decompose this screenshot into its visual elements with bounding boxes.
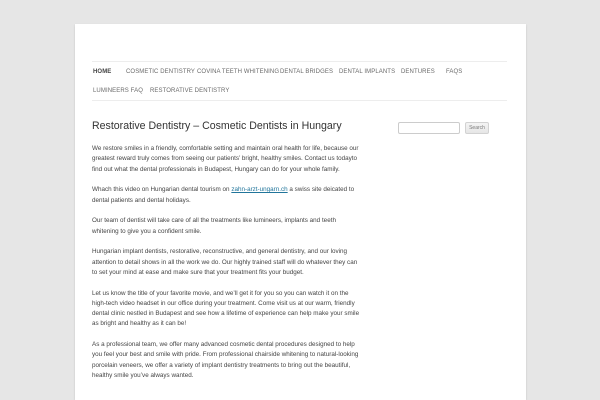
- paragraph-movie: Let us know the title of your favorite movie, and we’ll get it for you so you can watch it on the high-tech video headset in our office during your treatment. Come visit us at our warm, friendly dental clinic nestled in Budapest and see how a lifetime of experience can help make your smile as bright and healthy as it can be!: [92, 289, 360, 328]
- paragraph-video: [92, 185, 362, 206]
- nav-item-dental-implants[interactable]: DENTAL IMPLANTS: [339, 69, 396, 75]
- nav-item-lumineers-faq[interactable]: LUMINEERS FAQ: [93, 88, 143, 94]
- nav-item-restorative-dentistry[interactable]: RESTORATIVE DENTISTRY: [150, 88, 230, 94]
- page-title: Restorative Dentistry – Cosmetic Dentists in Hungary: [92, 120, 342, 132]
- nav-item-covina-teeth-whitening[interactable]: COVINA TEETH WHITENING: [197, 69, 280, 75]
- search-button[interactable]: Search: [465, 122, 489, 134]
- search-input[interactable]: [398, 122, 460, 134]
- paragraph-procedures: As a professional team, we offer many advanced cosmetic dental procedures designed to help you feel your best and smile with pride. From professional chairside whitening to natural-looking porcelain veneers, we offer a variety of implant dentistry treatments to bring out the beautiful, healthy smile you’ve always wanted.: [92, 341, 359, 379]
- paragraph-video-text-end: a swiss site deicated to dental patients and dental holidays.: [92, 186, 355, 204]
- nav-item-cosmetic-dentistry[interactable]: COSMETIC DENTISTRY: [126, 69, 196, 75]
- nav-item-home[interactable]: HOME: [93, 69, 112, 75]
- main-article: [92, 120, 362, 392]
- nav-item-dentures[interactable]: DENTURES: [401, 69, 435, 75]
- main-navigation: [92, 61, 507, 101]
- nav-item-dental-bridges[interactable]: DENTAL BRIDGES: [280, 69, 334, 75]
- paragraph-implant-dentists: Hungarian implant dentists, restorative, reconstructive, and general dentistry, and our loving attention to detail shows in all the work we do. Our highly trained staff will do whatever they can to set your mind at ease and make sure that your treatment fits your budget.: [92, 248, 358, 276]
- page-container: [75, 24, 526, 400]
- nav-item-faqs[interactable]: FAQS: [446, 69, 463, 75]
- paragraph-team: Our team of dentist will take care of all the treatments like lumineers, implants and teeth whitening to give you a confident smile.: [92, 217, 336, 235]
- paragraph-intro: We restore smiles in a friendly, comfortable setting and maintain oral health for life, because our greatest reward truly comes from seeing our patients’ bright, healthy smiles. Contact us todayto find out what the dental professionals in Budapest, Hungary can do for your whole family.: [92, 145, 359, 173]
- paragraph-video-text-start: Whach this video on Hungarian dental tourism on: [92, 186, 232, 194]
- zahn-arzt-ungarn-link[interactable]: zahn-arzt-ungarn.ch: [231, 186, 288, 194]
